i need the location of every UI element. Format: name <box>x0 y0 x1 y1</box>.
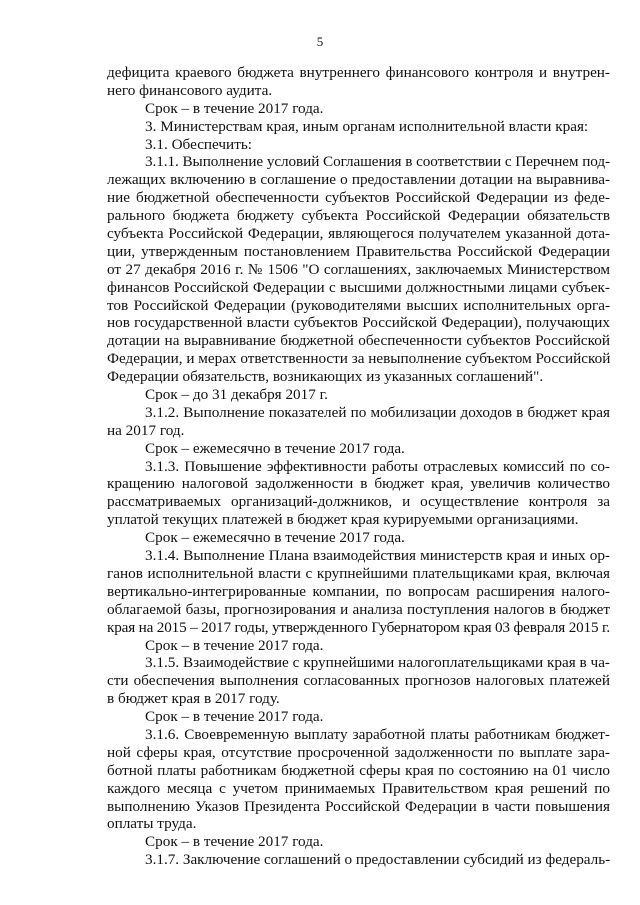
text-line: ние бюджетной обеспеченности субъектов Российской Федерации из феде- <box>107 189 610 207</box>
text-line: 3. Министерствам края, иным органам исполнительной власти края: <box>145 117 589 135</box>
text-line: ботной платы работникам бюджетной сферы края по состоянию на 01 число <box>107 761 610 779</box>
text-line: уплатой текущих платежей в бюджет края курируемыми организациями. <box>107 511 579 529</box>
text-line: дотации на выравнивание бюджетной обеспеченности субъектов Российской <box>107 332 610 350</box>
text-line: рального бюджета бюджету субъекта Российской Федерации обязательств <box>107 207 610 225</box>
text-line: выполнению Указов Президента Российской Федерации в части повышения <box>107 797 610 815</box>
text-line: ной сферы края, отсутствие просроченной задолженности по выплате зара- <box>107 743 610 761</box>
document-body <box>107 64 610 869</box>
text-line: дефицита краевого бюджета внутреннего финансового контроля и внутрен- <box>107 64 610 81</box>
text-line: 3.1.4. Выполнение Плана взаимодействия министерств края и иных ор- <box>145 547 610 565</box>
text-line: него финансового аудита. <box>107 81 273 99</box>
text-line: субъекта Российской Федерации, являющегося получателем указанной дота- <box>107 225 610 243</box>
text-line: от 27 декабря 2016 г. № 1506 "О соглашениях, заключаемых Министерством <box>107 260 610 278</box>
text-line: вертикально-интегрированные компании, по вопросам расширения налого- <box>107 582 610 600</box>
text-line: сти обеспечения выполнения согласованных прогнозов налоговых платежей <box>107 672 610 690</box>
text-line: каждого месяца с учетом принимаемых Правительством края решений по <box>107 779 610 797</box>
text-line: рассматриваемых организаций-должников, и осуществление контроля за <box>107 493 610 511</box>
text-line: Срок – ежемесячно в течение 2017 года. <box>145 529 405 547</box>
text-line: 3.1.7. Заключение соглашений о предоставлении субсидий из федераль- <box>145 851 611 869</box>
text-line: Срок – ежемесячно в течение 2017 года. <box>145 439 405 457</box>
page-number: 5 <box>316 34 324 49</box>
text-line: Федерации, и мерах ответственности за невыполнение субъектом Российской <box>107 350 611 368</box>
text-line: ганов исполнительной власти с крупнейшими плательщиками края, включая <box>107 564 610 582</box>
text-line: 3.1.2. Выполнение показателей по мобилизации доходов в бюджет края <box>145 403 610 421</box>
text-line: 3.1.1. Выполнение условий Соглашения в соответствии с Перечнем под- <box>145 153 610 171</box>
text-line: на 2017 год. <box>107 421 185 439</box>
text-line: Срок – до 31 декабря 2017 г. <box>145 386 328 404</box>
text-line: кращению налоговой задолженности в бюджет края, увеличив количество <box>107 475 610 493</box>
text-line: Срок – в течение 2017 года. <box>145 636 324 654</box>
text-line: финансов Российской Федерации с высшими должностными лицами субъек- <box>107 278 610 296</box>
text-line: облагаемой базы, прогнозирования и анализа поступления налогов в бюджет <box>107 600 610 618</box>
text-line: нов государственной власти субъектов Российской Федерации), получающих <box>107 314 610 332</box>
text-line: 3.1.6. Своевременную выплату заработной платы работникам бюджет- <box>145 725 610 743</box>
text-line: Срок – в течение 2017 года. <box>145 99 324 117</box>
text-line: 3.1.5. Взаимодействие с крупнейшими налогоплательщиками края в ча- <box>145 654 610 672</box>
text-line: ции, утвержденным постановлением Правительства Российской Федерации <box>107 242 610 260</box>
text-line: Срок – в течение 2017 года. <box>145 833 324 851</box>
text-line: оплаты труда. <box>107 815 197 833</box>
text-line: Федерации обязательств, возникающих из указанных соглашений". <box>107 368 544 386</box>
text-line: лежащих включению в соглашение о предоставлении дотации на выравнива- <box>107 171 610 189</box>
text-line: в бюджет края в 2017 году. <box>107 690 280 708</box>
text-line: края на 2015 – 2017 годы, утвержденного Губернатором края 03 февраля 2015 г. <box>107 618 610 636</box>
text-line: 3.1.3. Повышение эффективности работы отраслевых комиссий по со- <box>145 457 610 475</box>
text-line: 3.1. Обеспечить: <box>145 135 252 153</box>
text-line: Срок – в течение 2017 года. <box>145 708 324 726</box>
text-line: тов Российской Федерации (руководителями высших исполнительных орга- <box>107 296 610 314</box>
